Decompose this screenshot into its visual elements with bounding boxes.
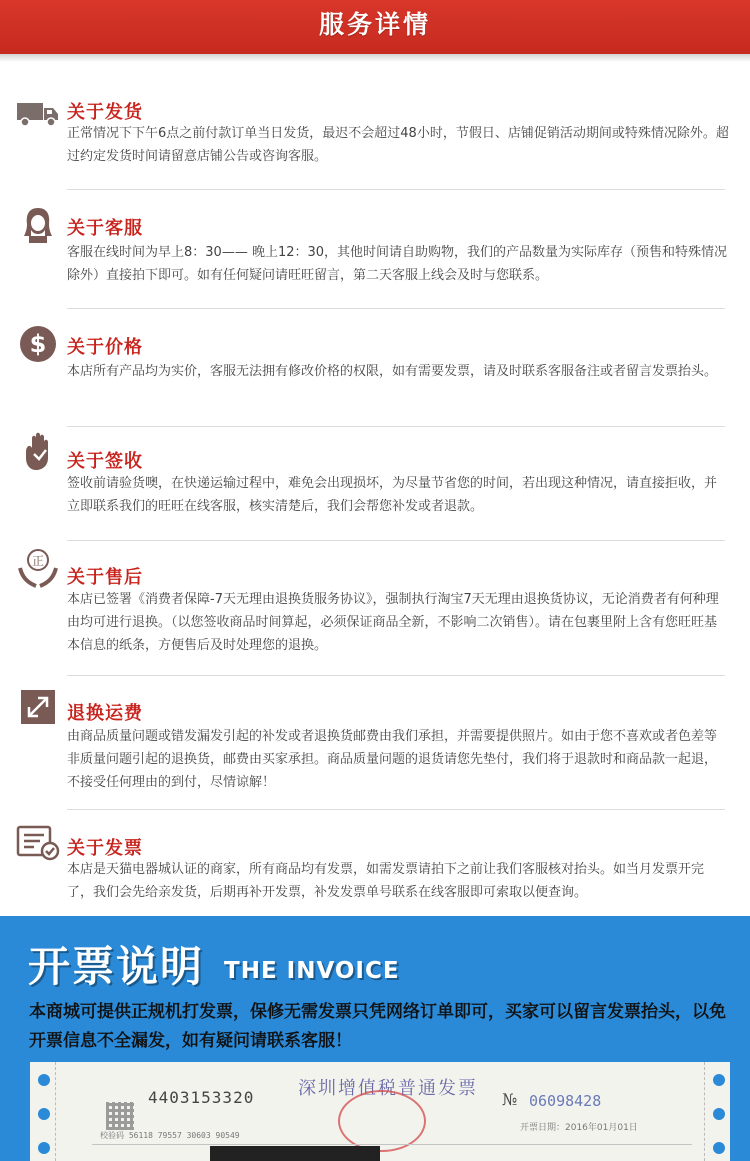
- invoice-title: 开票说明: [28, 942, 205, 991]
- svg-text:正: 正: [31, 554, 45, 568]
- return-shipping-icon: [16, 687, 60, 727]
- invoice-sheet-title: 深圳增值税普通发票: [298, 1078, 478, 1099]
- divider: [67, 189, 725, 190]
- svg-text:$: $: [29, 330, 47, 358]
- section-text: 由商品质量问题或错发漏发引起的补发或者退换货邮费由我们承担，并需要提供照片。如由于您不喜欢或者色差等非质量问题引起的退换货，邮费由买家承担。商品质量问题的退货请您先垫付，我们将于退款时和商品款一起退，不接受任何理由的到付，尽情谅解！: [67, 729, 718, 790]
- dollar-icon: [16, 324, 60, 364]
- invoice-code: 4403153320: [148, 1088, 255, 1107]
- section-text: 本店已签署《消费者保障-7天无理由退换货服务协议》，强制执行淘宝7天无理由退换货协议，无论消费者有何种理由均可进行退换。（以您签收商品时间算起，必须保证商品全新，不影响二次销售）。请在包裹里附上含有您旺旺基本信息的纸条，方便售后及时处理您的退换。: [67, 592, 719, 653]
- invoice-check-icon: [16, 822, 60, 862]
- section-text: 本店是天猫电器城认证的商家，所有商品均有发票，如需发票请拍下之前让我们客服核对抬头。如当月发票开完了，我们会先给亲发货，后期再补开发票，补发发票单号联系在线客服即可索取以便查询。: [67, 862, 705, 900]
- section-return-shipping: [0, 687, 750, 807]
- divider: [67, 308, 725, 309]
- banner-shadow: [0, 54, 750, 62]
- divider: [67, 540, 725, 541]
- invoice-table-line: [92, 1144, 692, 1145]
- section-title: 关于发货: [67, 102, 143, 123]
- section-title: 关于售后: [67, 567, 143, 588]
- section-text: 签收前请验货噢，在快递运输过程中，难免会出现损坏，为尽量节省您的时间，若出现这种情况，请直接拒收，并立即联系我们的旺旺在线客服，核实清楚后，我们会帮您补发或者退款。: [67, 476, 718, 514]
- section-text: 客服在线时间为早上8：30—— 晚上12：30，其他时间请自助购物，我们的产品数量为实际库存（预售和特殊情况除外）直接拍下即可。如有任何疑问请旺旺留言，第二天客服上线会及时与您联系。: [67, 245, 728, 283]
- invoice-number: 06098428: [529, 1092, 602, 1110]
- redaction-bar: [210, 1146, 380, 1161]
- section-invoice: [0, 822, 750, 916]
- tractor-feed-right: [704, 1062, 730, 1161]
- invoice-subtitle: THE INVOICE: [224, 958, 400, 984]
- section-text: 正常情况下下午6点之前付款订单当日发货，最迟不会超过48小时，节假日、店铺促销活动期间或特殊情况除外。超过约定发货时间请留意店铺公告或咨询客服。: [67, 126, 729, 164]
- invoice-description: 本商城可提供正规机打发票，保修无需发票只凭网络订单即可，买家可以留言发票抬头，以免开票信息不全漏发，如有疑问请联系客服！: [29, 1002, 726, 1051]
- invoice-sample-image: [30, 1062, 730, 1161]
- qr-code-icon: [106, 1102, 134, 1130]
- customer-service-icon: [16, 205, 60, 245]
- invoice-panel: [0, 916, 750, 1161]
- section-sign-for: [0, 432, 750, 537]
- section-title: 关于签收: [67, 451, 143, 472]
- section-customer-service: [0, 205, 750, 305]
- truck-icon: [16, 94, 60, 134]
- divider: [67, 426, 725, 427]
- invoice-check-code: 校验码 56118 79557 30603 90549: [100, 1131, 240, 1140]
- divider: [67, 809, 725, 810]
- tax-stamp-icon: [338, 1090, 426, 1152]
- invoice-number-label: №: [502, 1090, 518, 1109]
- page-title: 服务详情: [318, 10, 431, 39]
- page-header-banner: [0, 0, 750, 54]
- after-sale-icon: [16, 548, 60, 588]
- section-text: 本店所有产品均为实价，客服无法拥有修改价格的权限，如有需要发票，请及时联系客服备注或者留言发票抬头。: [67, 364, 718, 379]
- section-title: 关于价格: [67, 337, 143, 358]
- section-after-sales: [0, 548, 750, 668]
- divider: [67, 675, 725, 676]
- section-title: 关于发票: [67, 838, 143, 859]
- hand-sign-icon: [16, 432, 60, 472]
- section-title: 退换运费: [67, 703, 143, 724]
- section-title: 关于客服: [67, 218, 143, 239]
- section-shipping: [0, 92, 750, 190]
- section-price: [0, 324, 750, 424]
- invoice-date: 开票日期：2016年01月01日: [520, 1123, 638, 1133]
- tractor-feed-left: [30, 1062, 56, 1161]
